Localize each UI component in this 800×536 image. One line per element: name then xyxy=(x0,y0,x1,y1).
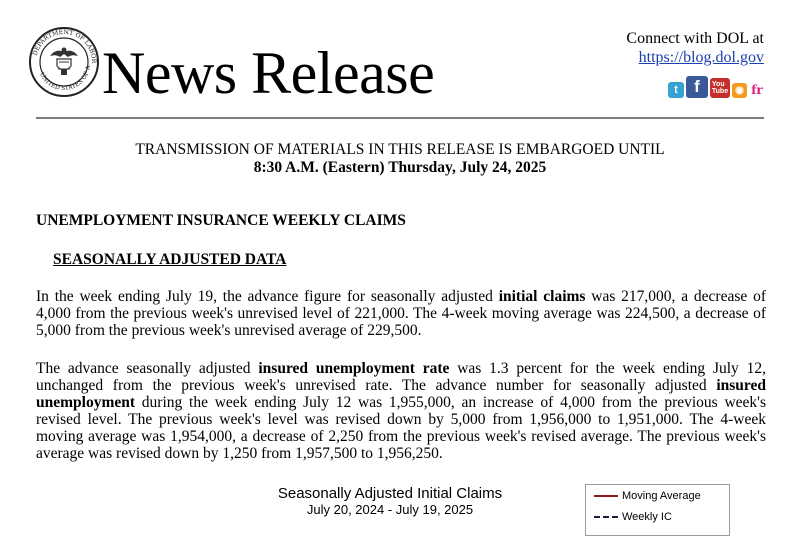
dol-seal-logo xyxy=(28,26,100,98)
p2-bold-insured: insured unemployment xyxy=(36,377,766,411)
blog-link[interactable]: https://blog.dol.gov xyxy=(638,49,764,66)
svg-text:DEPARTMENT OF LABOR: DEPARTMENT OF LABOR xyxy=(31,28,98,64)
embargo-line1: TRANSMISSION OF MATERIALS IN THIS RELEASE IS EMBARGOED UNTIL xyxy=(135,141,665,158)
svg-text:UNITED STATES OF AMERICA: UNITED STATES OF A xyxy=(37,65,93,93)
section-subheading: SEASONALLY ADJUSTED DATA xyxy=(53,251,287,268)
p1-text-2: was 217,000, a decrease of 4,000 from the previous week's unrevised level of 221,000. The 4-week moving average was 224,500, a decrease of 5,000 from the previous week's unrevised average of 229,500. xyxy=(36,288,766,339)
chart-legend xyxy=(585,484,730,536)
youtube-icon[interactable]: You Tube xyxy=(710,78,730,98)
connect-block xyxy=(626,29,764,67)
connect-label: Connect with DOL at xyxy=(626,30,764,47)
section-heading: UNEMPLOYMENT INSURANCE WEEKLY CLAIMS xyxy=(36,212,406,229)
embargo-date: 8:30 A.M. (Eastern) Thursday, July 24, 2025 xyxy=(253,159,547,176)
p2-text-3: during the week ending July 12 was 1,955,000, an increase of 4,000 from the previous week's revised level. The previous week's level was revised down by 5,000 from 1,956,000 to 1,951,000. The 4-week moving average was 1,954,000, a decrease of 2,250 from the previous week's revised average. The previous week's average was revised down by 1,250 from 1,957,500 to 1,956,250. xyxy=(36,394,766,462)
p1-bold-initial-claims: initial claims xyxy=(498,288,586,305)
paragraph-initial-claims xyxy=(36,288,766,339)
embargo-notice xyxy=(0,141,800,177)
facebook-icon[interactable]: f xyxy=(686,76,708,98)
header-divider xyxy=(36,117,764,119)
chart-title: Seasonally Adjusted Initial Claims xyxy=(277,485,503,502)
flickr-icon[interactable]: fr xyxy=(749,82,765,98)
twitter-icon[interactable]: t xyxy=(668,82,684,98)
legend-label-moving-average: Moving Average xyxy=(622,490,701,502)
p2-text-1: The advance seasonally adjusted xyxy=(36,360,259,377)
rss-icon[interactable]: ◉ xyxy=(732,83,747,98)
paragraph-insured-unemployment xyxy=(36,360,766,462)
page-title: News Release xyxy=(102,40,435,106)
p2-bold-rate: insured unemployment rate xyxy=(258,360,450,377)
social-icons xyxy=(668,76,765,98)
weekly-ic-dash-swatch xyxy=(594,516,618,518)
p2-text-2: was 1.3 percent for the week ending July 12, unchanged from the previous week's unrevised rate. The advance number for seasonally adjusted xyxy=(36,360,766,394)
chart-subtitle: July 20, 2024 - July 19, 2025 xyxy=(306,502,474,517)
p1-text-1: In the week ending July 19, the advance figure for seasonally adjusted xyxy=(36,288,499,305)
moving-average-line-swatch xyxy=(594,495,618,497)
legend-label-weekly-ic: Weekly IC xyxy=(622,511,672,523)
legend-item-weekly-ic xyxy=(594,511,672,523)
legend-item-moving-average xyxy=(594,490,701,502)
